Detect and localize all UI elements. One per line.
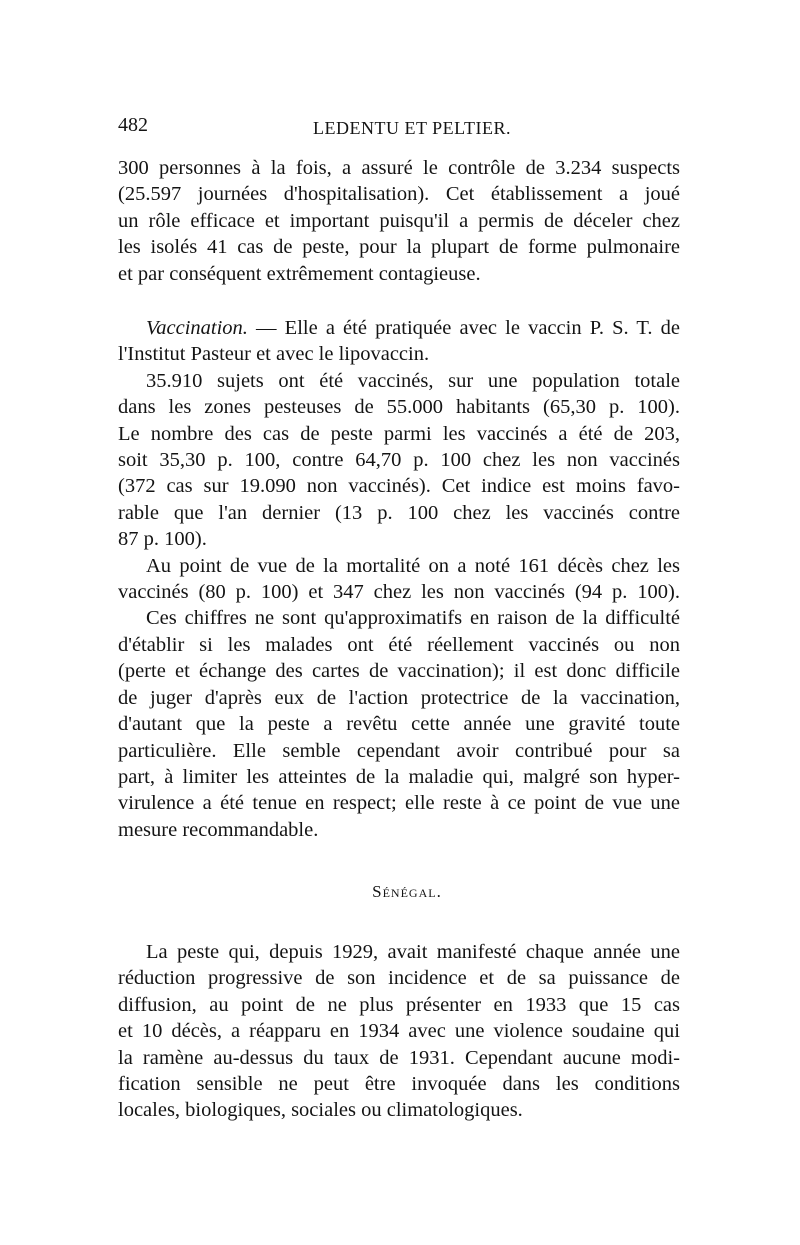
text-line: et 10 décès, a réapparu en 1934 avec une violence soudaine qui bbox=[118, 1020, 680, 1043]
text-line: vaccinés (80 p. 100) et 347 chez les non vaccinés (94 p. 100). bbox=[118, 581, 680, 604]
text-line: particulière. Elle semble cependant avoir contribué pour sa bbox=[118, 739, 680, 762]
text-line: (perte et échange des cartes de vaccination); il est donc difficile bbox=[118, 660, 680, 683]
text-line: la ramène au-dessus du taux de 1931. Cependant aucune modi- bbox=[118, 1046, 680, 1069]
text-line: soit 35,30 p. 100, contre 64,70 p. 100 chez les non vaccinés bbox=[118, 449, 680, 472]
text-line: locales, biologiques, sociales ou climatologiques. bbox=[118, 1099, 523, 1122]
text-line: Ces chiffres ne sont qu'approximatifs en raison de la difficulté bbox=[146, 607, 680, 630]
section-title bbox=[118, 882, 688, 902]
text-line: et par conséquent extrêmement contagieuse. bbox=[118, 262, 481, 285]
text-line: La peste qui, depuis 1929, avait manifesté chaque année une bbox=[146, 941, 680, 963]
text-line: (372 cas sur 19.090 non vaccinés). Cet indice est moins favo- bbox=[118, 475, 680, 498]
section-title-text: Sénégal. bbox=[372, 882, 442, 901]
text-line: d'établir si les malades ont été réellement vaccinés ou non bbox=[118, 633, 680, 656]
page-header bbox=[118, 114, 690, 144]
text-line: rable que l'an dernier (13 p. 100 chez les vaccinés contre bbox=[118, 501, 680, 524]
text-line bbox=[118, 315, 680, 341]
text-line: réduction progressive de son incidence et de sa puissance de bbox=[118, 967, 680, 990]
text-line: Au point de vue de la mortalité on a noté 161 décès chez les bbox=[146, 554, 680, 577]
text-line: virulence a été tenue en respect; elle reste à ce point de vue une bbox=[118, 792, 680, 815]
paragraph-continuation bbox=[118, 155, 680, 287]
text-line: l'Institut Pasteur et avec le lipovaccin. bbox=[118, 343, 430, 366]
text-line: (25.597 journées d'hospitalisation). Cet établissement a joué bbox=[118, 183, 680, 206]
running-head: LEDENTU ET PELTIER. bbox=[313, 118, 511, 138]
text-line: diffusion, au point de ne plus présenter en 1933 que 15 cas bbox=[118, 993, 680, 1016]
vaccination-lead: Vaccination. bbox=[146, 317, 248, 339]
text-line: part, à limiter les atteintes de la maladie qui, malgré son hyper- bbox=[118, 765, 680, 788]
text-line: Le nombre des cas de peste parmi les vaccinés a été de 203, bbox=[118, 422, 680, 445]
senegal-paragraph bbox=[118, 939, 680, 1124]
text-line: 300 personnes à la fois, a assuré le contrôle de 3.234 suspects bbox=[118, 157, 680, 179]
text-line: mesure recommandable. bbox=[118, 818, 319, 841]
text-line: 87 p. 100). bbox=[118, 528, 207, 551]
page-number: 482 bbox=[118, 114, 148, 136]
text-line: les isolés 41 cas de peste, pour la plupart de forme pulmonaire bbox=[118, 236, 680, 259]
text-line: d'autant que la peste a revêtu cette année une gravité toute bbox=[118, 713, 680, 736]
text-line: un rôle efficace et important puisqu'il a permis de déceler chez bbox=[118, 209, 680, 232]
text-line: 35.910 sujets ont été vaccinés, sur une population totale bbox=[146, 369, 680, 392]
text-span: — Elle a été pratiquée avec le vaccin P. S. T. de bbox=[247, 317, 680, 339]
vaccination-section bbox=[118, 315, 680, 843]
text-line: fication sensible ne peut être invoquée dans les conditions bbox=[118, 1073, 680, 1096]
text-line: de juger d'après eux de l'action protectrice de la vaccination, bbox=[118, 686, 680, 709]
text-line: dans les zones pesteuses de 55.000 habitants (65,30 p. 100). bbox=[118, 396, 680, 419]
